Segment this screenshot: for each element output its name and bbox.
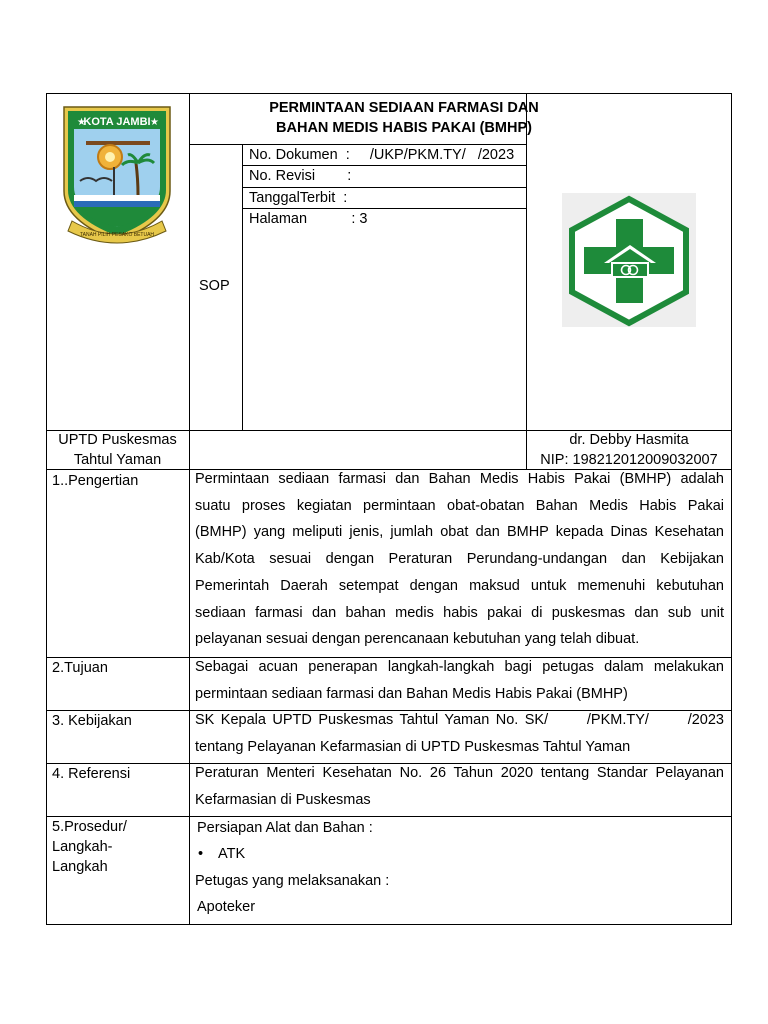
section-label-prosedur: 5.Prosedur/ Langkah- Langkah [52, 819, 127, 875]
doc-number-field: No. Dokumen : /UKP/PKM.TY/ /2023 [249, 147, 515, 163]
section-text-pengertian: Permintaan sediaan farmasi dan Bahan Medis Habis Pakai (BMHP) adalah suatu proses kegiatan permintaan obat-obatan Bahan Medis Habis Pakai (BMHP) yang meliputi jenis, jumlah obat dan BMHP kepada Dinas Kesehatan Kab/Kota sesuai dengan Peraturan Perundang-undangan dan Kebijakan Pemerintah Daerah setempat dengan maksud untuk memenuhi kebutuhan sediaan farmasi dan bahan medis habis pakai di puskesmas dan sub unit pelayanan sesuai dengan perencanaan kebutuhan yang telah dibuat. [195, 471, 724, 648]
svg-text:KOTA JAMBI: KOTA JAMBI [83, 116, 151, 128]
section-label-kebijakan: 3. Kebijakan [52, 713, 132, 729]
page-field: Halaman : 3 [249, 211, 368, 227]
sop-label: SOP [199, 278, 230, 294]
divider [526, 93, 527, 469]
org-name: UPTD Puskesmas Tahtul Yaman [58, 432, 177, 468]
bullet-icon: • [198, 846, 204, 862]
puskesmas-logo [562, 193, 696, 327]
svg-text:TANAH PILIH PESAKO BETUAH: TANAH PILIH PESAKO BETUAH [79, 232, 155, 238]
head-signature [526, 430, 732, 470]
head-nip: NIP: 198212012009032007 [540, 452, 718, 468]
title-line-2: BAHAN MEDIS HABIS PAKAI (BMHP) [276, 120, 532, 136]
section-label-pengertian: 1..Pengertian [52, 473, 139, 489]
atk-item: ATK [218, 846, 246, 862]
divider [189, 93, 190, 925]
section-label-referensi: 4. Referensi [52, 766, 131, 782]
document-title [236, 98, 572, 138]
svg-text:★: ★ [77, 117, 86, 128]
title-line-1: PERMINTAAN SEDIAAN FARMASI DAN [269, 100, 539, 116]
head-name: dr. Debby Hasmita [569, 432, 689, 448]
section-text-tujuan: Sebagai acuan penerapan langkah-langkah bagi petugas dalam melakukan permintaan sediaan farmasi dan Bahan Medis Habis Pakai (BMHP) [195, 659, 724, 702]
issue-date-field: TanggalTerbit : [249, 190, 348, 206]
section-text-kebijakan: SK Kepala UPTD Puskesmas Tahtul Yaman No. SK/ /PKM.TY/ /2023 tentang Pelayanan Kefarmasian di UPTD Puskesmas Tahtul Yaman [195, 712, 724, 755]
sop-document-table [46, 93, 732, 925]
section-label-tujuan: 2.Tujuan [52, 660, 108, 676]
section-text-referensi: Peraturan Menteri Kesehatan No. 26 Tahun 2020 tentang Standar Pelayanan Kefarmasian di Puskesmas [195, 765, 724, 808]
revision-field: No. Revisi : [249, 168, 352, 184]
kota-jambi-logo [58, 103, 176, 247]
divider [46, 816, 732, 817]
svg-text:★: ★ [150, 117, 159, 128]
persiapan-heading: Persiapan Alat dan Bahan : [197, 820, 373, 836]
petugas-heading: Petugas yang melaksanakan : [195, 873, 390, 889]
apoteker-item: Apoteker [197, 899, 256, 915]
